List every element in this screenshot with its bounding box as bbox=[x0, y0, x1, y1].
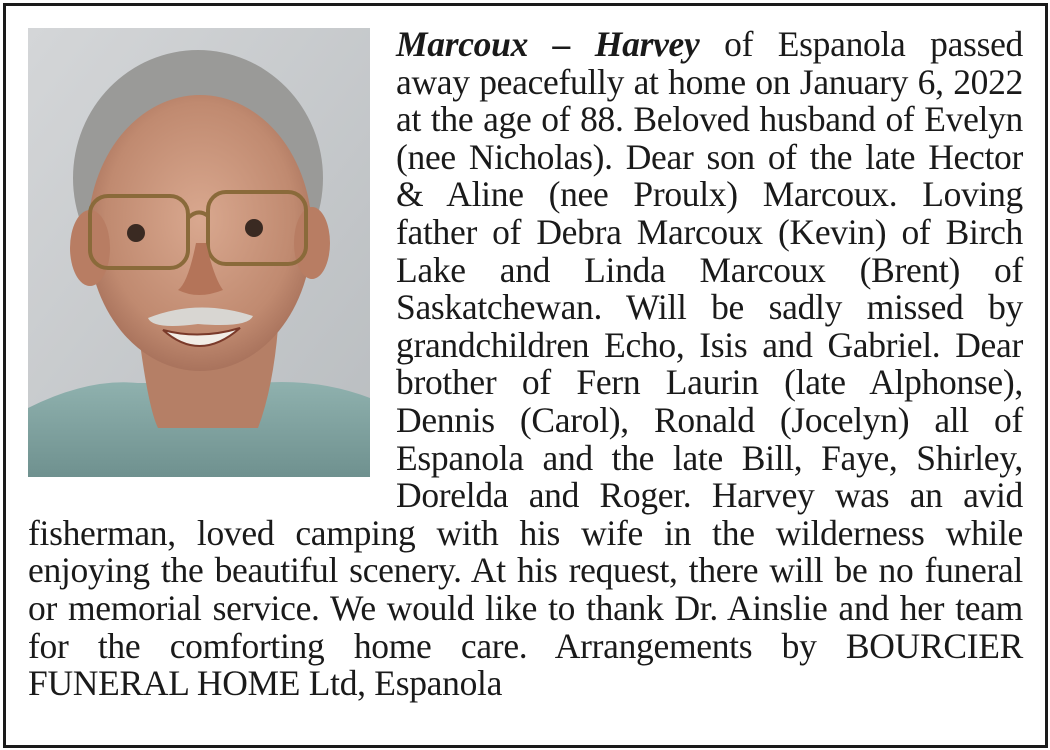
portrait-photo bbox=[28, 28, 370, 477]
portrait-illustration bbox=[28, 28, 370, 477]
obituary-frame bbox=[3, 3, 1048, 748]
deceased-name: Marcoux – Harvey bbox=[396, 24, 700, 64]
obituary-body: of Espanola passed away peacefully at home on January 6, 2022 at the age of 88. Beloved husband of Evelyn (nee Nicholas). Dear son of the late Hector & Aline (nee Proulx) Marcoux. Loving father of Debra Marcoux (Kevin) of Birch Lake and Linda Marcoux (Brent) of Saskatchewan. Will be sadly missed by grandchildren Echo, Isis and Gabriel. Dear brother of Fern Laurin (late Alphonse), Dennis (Carol), Ronald (Jocelyn) all of Espanola and the late Bill, Faye, Shirley, Dorelda and Roger. Harvey was an avid fisherman, loved camping with his wife in the wilderness while enjoying the beautiful scenery. At his request, there will be no funeral or memorial service. We would like to thank Dr. Ainslie and her team for the comforting home care. Arrangements by BOURCIER FUNERAL HOME Ltd, Espanola bbox=[28, 24, 1023, 704]
